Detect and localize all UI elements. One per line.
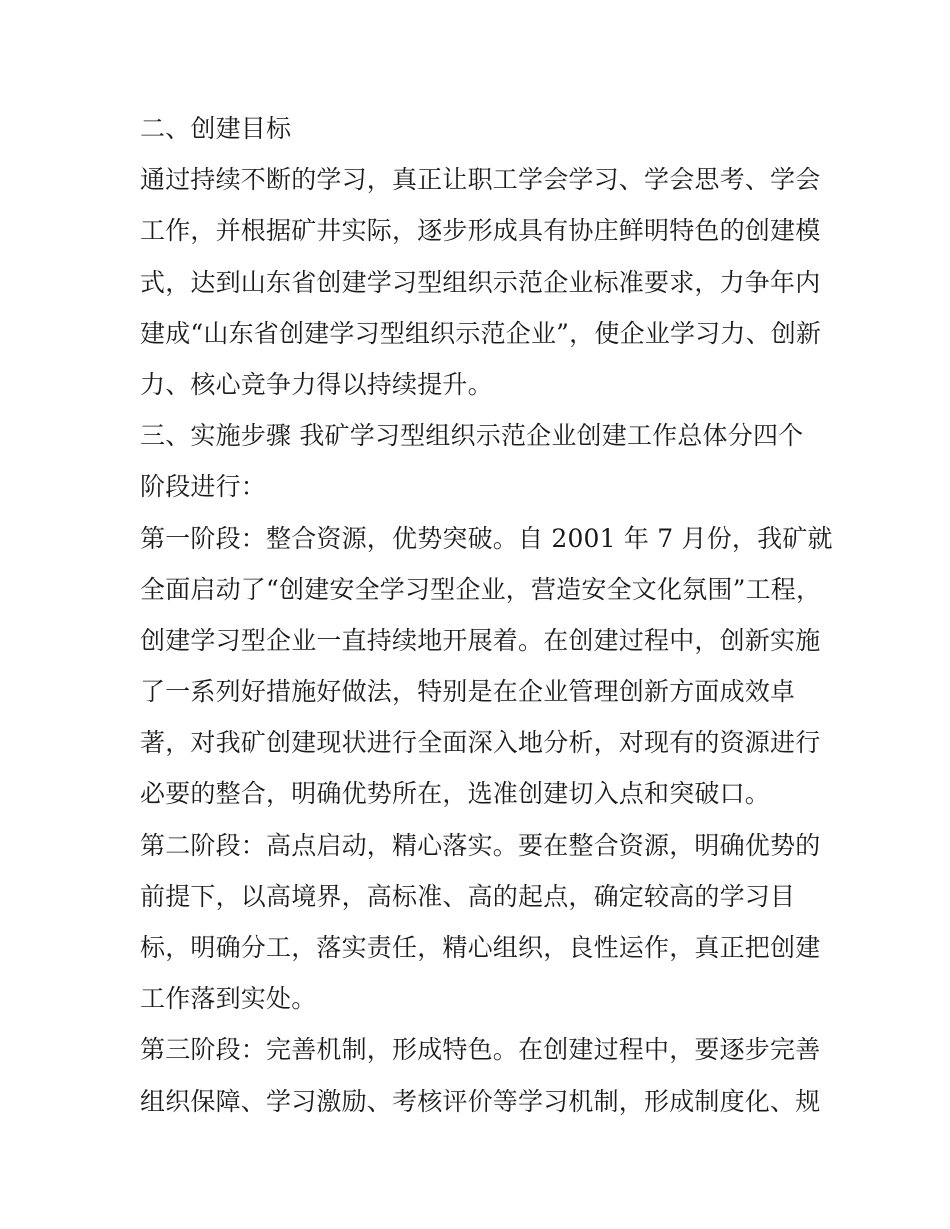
- paragraph-line: 创建学习型企业一直持续地开展着。在创建过程中，创新实施: [140, 625, 821, 655]
- paragraph-line: 了一系列好措施好做法，特别是在企业管理创新方面成效卓: [140, 677, 796, 707]
- paragraph-line: 工作，并根据矿井实际，逐步形成具有协庄鲜明特色的创建模: [140, 216, 821, 246]
- stage-two-line: 第二阶段：高点启动，精心落实。要在整合资源，明确优势的: [140, 830, 821, 860]
- paragraph-line: 通过持续不断的学习，真正让职工学会学习、学会思考、学会: [140, 165, 821, 195]
- stage-three-line: 第三阶段：完善机制，形成特色。在创建过程中，要逐步完善: [140, 1035, 821, 1065]
- paragraph-line: 式，达到山东省创建学习型组织示范企业标准要求，力争年内: [140, 267, 821, 297]
- stage-one-line: 第一阶段：整合资源，优势突破。自 2001 年 7 月份，我矿就: [140, 523, 833, 553]
- section-heading-goals: 二、创建目标: [140, 114, 292, 143]
- paragraph-line: 阶段进行：: [140, 472, 267, 502]
- document-body: [140, 103, 833, 1127]
- paragraph-line: 著，对我矿创建现状进行全面深入地分析，对现有的资源进行: [140, 728, 821, 758]
- paragraph-line: 全面启动了“创建安全学习型企业，营造安全文化氛围”工程，: [140, 574, 822, 604]
- paragraph-line: 工作落到实处。: [140, 984, 317, 1014]
- paragraph-line: 建成“山东省创建学习型组织示范企业”，使企业学习力、创新: [140, 318, 822, 348]
- paragraph-line: 标，明确分工，落实责任，精心组织，良性运作，真正把创建: [140, 933, 821, 962]
- paragraph-line: 前提下，以高境界，高标准、高的起点，确定较高的学习目: [140, 881, 796, 911]
- section-heading-steps: 三、实施步骤 我矿学习型组织示范企业创建工作总体分四个: [140, 421, 804, 451]
- paragraph-line: 力、核心竞争力得以持续提升。: [140, 369, 493, 399]
- paragraph-line: 必要的整合，明确优势所在，选准创建切入点和突破口。: [140, 779, 771, 809]
- paragraph-line: 组织保障、学习激励、考核评价等学习机制，形成制度化、规: [140, 1086, 821, 1116]
